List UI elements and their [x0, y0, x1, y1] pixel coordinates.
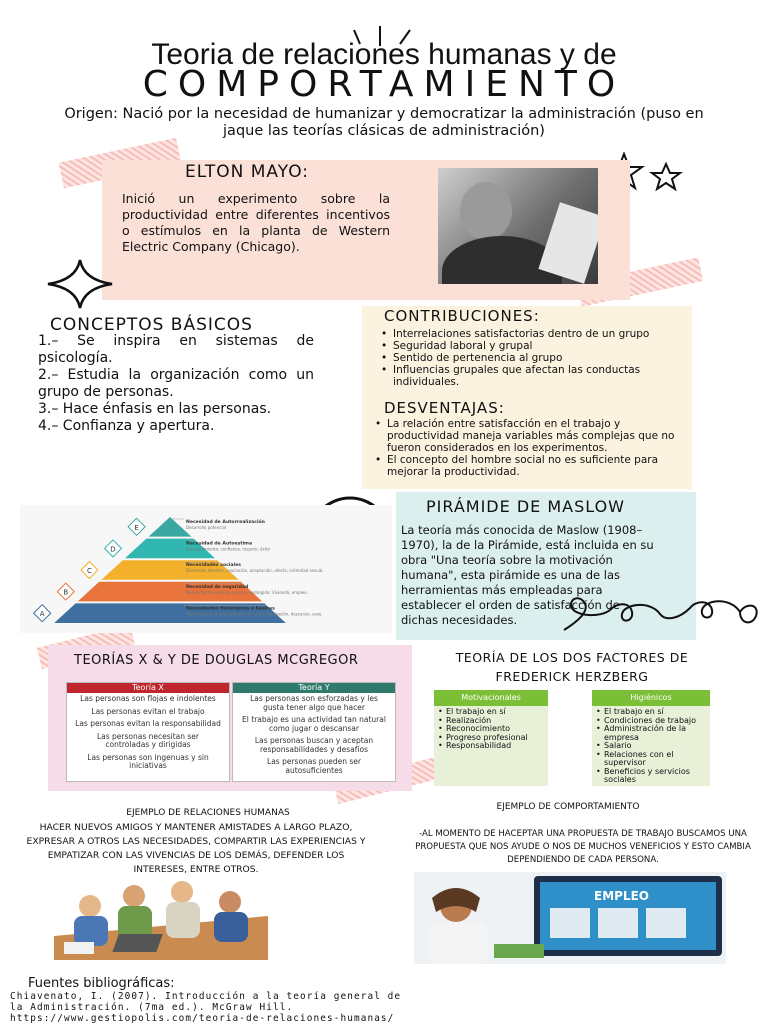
theory-y-table — [232, 682, 396, 782]
pyramid-level-desc: Alimentación, mantenimiento de salud, respiración, descanso, sexo. — [186, 611, 323, 617]
mayo-text: Inició un experimento sobre la productividad entre diferentes incentivos o estímulos en la planta de Western Electric Company (Chicago). — [122, 191, 390, 254]
conceptos-item: 3.– Hace énfasis en las personas. — [38, 401, 272, 417]
list-item: • El trabajo en sí — [434, 708, 548, 717]
higienicos-header: Higiénicos — [592, 690, 710, 706]
ejemplo-comp-text: -AL MOMENTO DE HACEPTAR UNA PROPUESTA DE TRABAJO BUSCAMOS UNA PROPUESTA QUE NOS AYUDE O NOS DE MUCHOS VENEFICIOS Y ESTO CAMBIA DEPENDIENDO DE CADA PERSONA. — [415, 829, 751, 865]
theory-x-item: Las personas son ingenuas y sin iniciativas — [87, 752, 209, 770]
theory-x-header: Teoría X — [67, 683, 229, 693]
herzberg-heading: TEORÍA DE LOS DOS FACTORES DE FREDERICK HERZBERG — [455, 650, 689, 684]
job-search-illustration — [414, 872, 726, 964]
theory-x-item: Las personas son flojas e indolentes — [80, 694, 216, 703]
desventajas-list — [368, 418, 686, 478]
pyramid-level-desc: Desarrollo afectivo, asociación, aceptación, afecto, intimidad sexual. — [186, 568, 324, 574]
four-point-star-icon — [46, 258, 114, 310]
contribuciones-heading: CONTRIBUCIONES: — [384, 307, 540, 325]
theory-x-item: Las personas necesitan ser controladas y dirigidas — [96, 731, 200, 749]
list-item: • Administración de la empresa — [592, 725, 710, 742]
theory-x-item: Las personas evitan la responsabilidad — [75, 719, 221, 728]
fuentes-list — [10, 991, 401, 1024]
pyramid-level-desc: Necesidad de sentirse seguro y protegido: Vivienda, empleo. — [186, 589, 308, 595]
list-item: • Progreso profesional — [434, 734, 548, 743]
ejemplo-comp-title: EJEMPLO DE COMPORTAMIENTO — [496, 802, 640, 812]
ejemplo-rh-title: EJEMPLO DE RELACIONES HUMANAS — [126, 808, 290, 818]
pyramid-level-desc: Desarrollo potencial — [186, 525, 227, 530]
theory-y-item: Las personas son esforzadas y les gusta tener algo que hacer — [250, 694, 378, 712]
motivacionales-header: Motivacionales — [434, 690, 548, 706]
list-item: • La relación entre satisfacción en el trabajo y productividad maneja variables más complejas que no fueron considerados en los experimentos. — [368, 418, 686, 454]
list-item: • Sentido de pertenencia al grupo — [374, 352, 688, 364]
maslow-heading: PIRÁMIDE DE MASLOW — [426, 497, 625, 516]
list-item: • Responsabilidad — [434, 742, 548, 751]
list-item: • Seguridad laboral y grupal — [374, 340, 688, 352]
conceptos-item: 2.– Estudia la organización como un grupo de personas. — [38, 367, 314, 400]
motivacionales-column — [434, 690, 548, 786]
pyramid-letter: A — [39, 610, 45, 619]
list-item: • Condiciones de trabajo — [592, 717, 710, 726]
theory-y-item: Las personas buscan y aceptan responsabilidades y desafíos — [254, 736, 374, 754]
pyramid-level-title: Necesidades fisiológicas o básicas — [186, 606, 275, 612]
theory-y-item: El trabajo es una actividad tan natural como jugar o descansar — [242, 715, 386, 733]
desventajas-heading: DESVENTAJAS: — [384, 399, 505, 417]
list-item: • Influencias grupales que afectan las conductas individuales. — [374, 364, 688, 388]
people-working-illustration — [54, 876, 268, 960]
theory-y-header: Teoría Y — [233, 683, 395, 693]
list-item: • Salario — [592, 742, 710, 751]
origin-text: Origen: Nació por la necesidad de humanizar y democratizar la administración (puso en jaque las teorías clásicas de administración) — [64, 106, 704, 139]
reference-line: la Administración. (7ma ed.). McGraw Hill. — [10, 1002, 294, 1013]
title-line1: Teoria de relaciones humanas y de — [151, 38, 617, 71]
pyramid-letter: C — [86, 567, 92, 575]
reference-link[interactable]: https://www.gestiopolis.com/teoria-de-relaciones-humanas/ — [10, 1013, 395, 1024]
higienicos-column — [592, 690, 710, 786]
list-item: • Realización — [434, 717, 548, 726]
pyramid-level-title: Necesidades sociales — [186, 563, 241, 569]
pyramid-level-title: Necesidad de Autoestima — [186, 541, 253, 547]
reference-line: Chiavenato, I. (2007). Introducción a la teoría general de — [10, 991, 402, 1002]
contribuciones-list — [374, 328, 688, 388]
elton-mayo-photo — [438, 168, 598, 284]
pyramid-level-title: Necesidad de seguridad — [186, 584, 249, 590]
hearts-doodle-icon — [560, 590, 764, 636]
list-item: • Relaciones con el supervisor — [592, 751, 710, 768]
conceptos-list — [38, 333, 314, 435]
conceptos-heading: CONCEPTOS BÁSICOS — [50, 315, 253, 335]
fuentes-heading: Fuentes bibliográficas: — [28, 976, 175, 991]
conceptos-item: 4.– Confianza y apertura. — [38, 418, 215, 434]
pyramid-letter: D — [110, 545, 116, 554]
ejemplo-rh-text: HACER NUEVOS AMIGOS Y MANTENER AMISTADES A LARGO PLAZO, EXPRESAR A OTROS LAS NECESIDADES, COMPARTIR LAS EXPERIENCIAS Y EMPATIZAR CON LAS VIVENCIAS DE LOS DEMÁS, DEFENDER LOS INTERESES, ENTRE OTROS. — [26, 822, 366, 875]
pyramid-level-title: Necesidad de Autorrealización — [186, 520, 265, 525]
pyramid-letter: E — [134, 523, 139, 532]
mayo-heading: ELTON MAYO: — [185, 162, 309, 182]
list-item: • El concepto del hombre social no es suficiente para mejorar la productividad. — [368, 454, 686, 478]
pyramid-level-e — [149, 517, 192, 537]
mcgregor-heading: TEORÍAS X & Y DE DOUGLAS MCGREGOR — [74, 653, 359, 668]
pyramid-level-desc: Reconocimiento, confianza, respeto, éxito — [186, 546, 270, 552]
maslow-pyramid — [20, 505, 392, 633]
theory-y-item: Las personas pueden ser autosuficientes — [267, 757, 361, 775]
screen-label: EMPLEO — [594, 889, 649, 903]
theory-x-table — [66, 682, 230, 782]
theory-x-item: Las personas evitan el trabajo — [91, 706, 205, 716]
title-line2: COMPORTAMIENTO — [142, 64, 626, 105]
pyramid-letter: B — [63, 588, 69, 597]
list-item: • El trabajo en sí — [592, 708, 710, 717]
list-item: • Reconocimiento — [434, 725, 548, 734]
maslow-text: La teoría más conocida de Maslow (1908–1970), la de la Pirámide, está incluida en su obra "Una teoría sobre la motivación humana", esta pirámide es una de las herramientas más empleadas para establecer el orden de satisfacción de dichas necesidades. — [401, 523, 654, 627]
list-item: • Interrelaciones satisfactorias dentro de un grupo — [374, 328, 688, 340]
conceptos-item: 1.– Se inspira en sistemas de psicología. — [38, 333, 314, 366]
list-item: • Beneficios y servicios sociales — [592, 768, 710, 785]
